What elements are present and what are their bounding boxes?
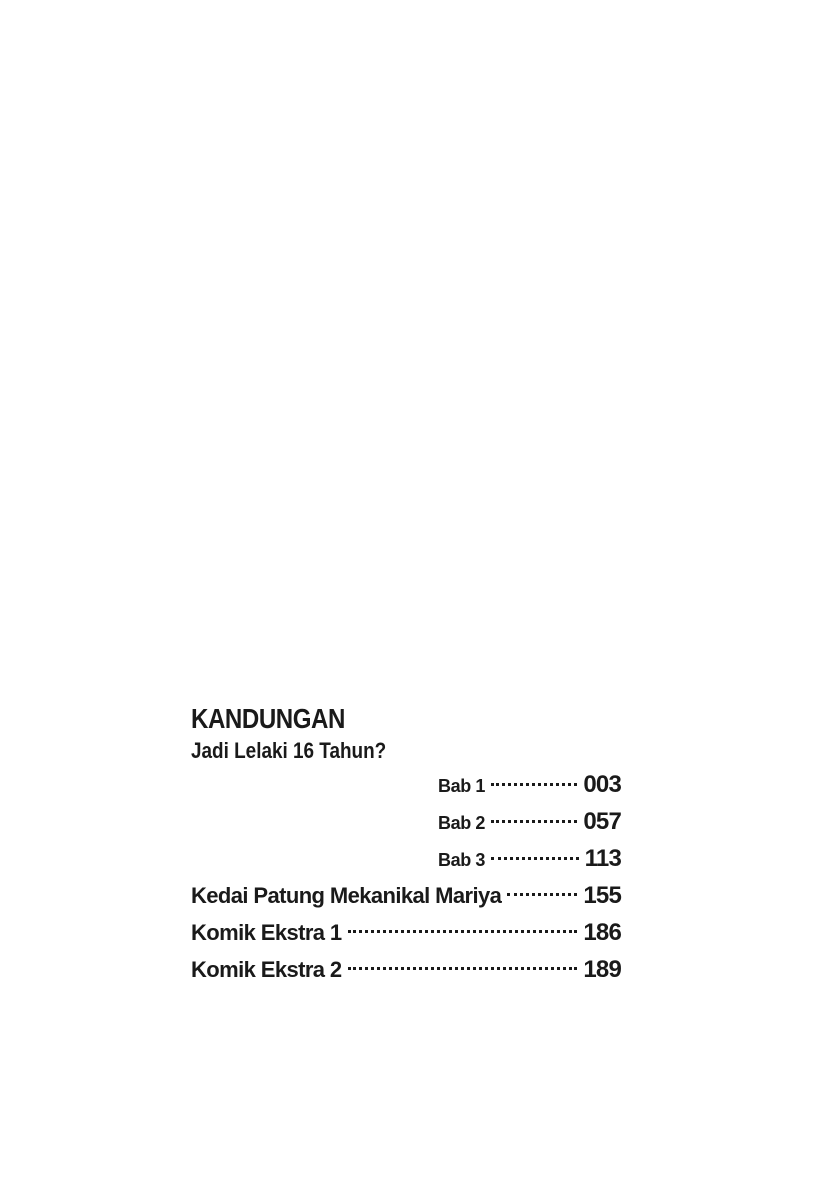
toc-entry-page: 113 xyxy=(584,845,621,872)
toc-entry-page: 186 xyxy=(583,919,621,946)
dot-leader xyxy=(491,820,577,823)
toc-entry-bab-2 xyxy=(438,808,621,845)
dot-leader xyxy=(348,967,578,970)
toc-entry-page: 057 xyxy=(583,808,621,835)
toc-entry-label: Bab 1 xyxy=(438,776,486,796)
toc-entry-label: Komik Ekstra 2 xyxy=(191,957,342,982)
toc-entry-label: Komik Ekstra 1 xyxy=(191,920,342,945)
toc-entry-label: Kedai Patung Mekanikal Mariya xyxy=(191,883,502,908)
series-title: Jadi Lelaki 16 Tahun? xyxy=(191,738,387,763)
dot-leader xyxy=(348,930,578,933)
toc-entry-page: 003 xyxy=(583,771,621,798)
toc-entry-label: Bab 2 xyxy=(438,813,486,833)
toc-entry-page: 189 xyxy=(583,956,621,983)
toc-entry-komik-ekstra-1 xyxy=(191,919,621,956)
toc-entry-kedai-patung xyxy=(191,882,621,919)
dot-leader xyxy=(507,893,577,896)
dot-leader xyxy=(491,857,579,860)
table-of-contents xyxy=(191,703,621,993)
toc-heading: KANDUNGAN xyxy=(191,703,345,734)
toc-entry-komik-ekstra-2 xyxy=(191,956,621,993)
toc-entry-label: Bab 3 xyxy=(438,850,486,870)
toc-entries xyxy=(191,771,621,993)
toc-entry-page: 155 xyxy=(583,882,621,909)
toc-entry-bab-1 xyxy=(438,771,621,808)
toc-entry-bab-3 xyxy=(438,845,621,882)
dot-leader xyxy=(491,783,577,786)
